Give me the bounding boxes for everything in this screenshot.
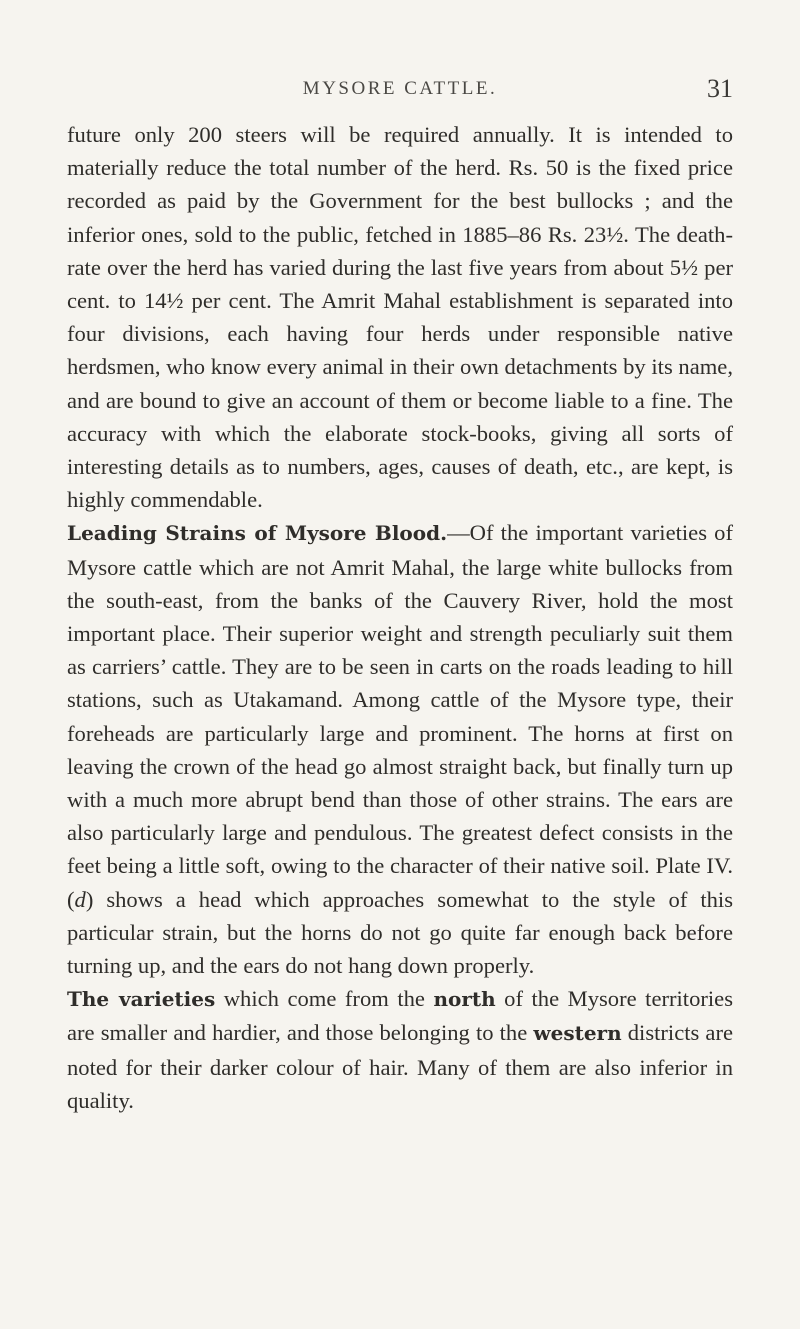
paragraph-3-text-b: of the Mysore territories are smaller and hardier, and those belonging to the xyxy=(67,986,733,1046)
body-text xyxy=(67,118,733,1117)
bold-north: north xyxy=(433,987,496,1012)
page-number: 31 xyxy=(707,74,733,103)
paragraph-2 xyxy=(67,516,733,982)
paragraph-1: future only 200 steers will be required annually. It is intended to materially reduce the total number of the herd. Rs. 50 is the fixed price recorded as paid by the Government for the best bullocks ; and the inferior ones, sold to the public, fetched in 1885–86 Rs. 23½. The death-rate over the herd has varied during the last five years from about 5½ per cent. to 14½ per cent. The Amrit Mahal establishment is separated into four divisions, each having four herds under responsible native herdsmen, who know every animal in their own detachments by its name, and are bound to give an account of them or become liable to a fine. The accuracy with which the elaborate stock-books, giving all sorts of interesting details as to numbers, ages, causes of death, etc., are kept, is highly commendable. xyxy=(67,122,733,513)
section-heading: Leading Strains of Mysore Blood. xyxy=(67,521,448,546)
running-title: MYSORE CATTLE. xyxy=(302,78,498,99)
paragraph-3 xyxy=(67,982,733,1117)
paragraph-2-text-b: ) shows a head which approaches somewhat to the style of this particular strain, but the horns do not go quite far enough back before turning up, and the ears do not hang down properly. xyxy=(67,886,733,979)
paragraph-3-text-a: which come from the xyxy=(215,986,434,1012)
plate-reference-letter: d xyxy=(74,886,86,912)
page-header xyxy=(67,74,733,110)
bold-varieties: The varieties xyxy=(67,987,216,1012)
bold-western: western xyxy=(533,1021,622,1046)
paragraph-3-text-c: districts are noted for their darker colour of hair. Many of them are also inferior in quality. xyxy=(67,1020,733,1113)
paragraph-2-text-a: —Of the important varieties of Mysore cattle which are not Amrit Mahal, the large white bullocks from the south-east, from the banks of the Cauvery River, hold the most important place. Their superior weight and strength peculiarly suit them as carriers’ cattle. They are to be seen in carts on the roads leading to hill stations, such as Utakamand. Among cattle of the Mysore type, their foreheads are particularly large and prominent. The horns at first on leaving the crown of the head go almost straight back, but finally turn up with a much more abrupt bend than those of other strains. The ears are also particularly large and pendulous. The greatest defect consists in the feet being a little soft, owing to the character of their native soil. Plate IV. ( xyxy=(67,520,733,912)
